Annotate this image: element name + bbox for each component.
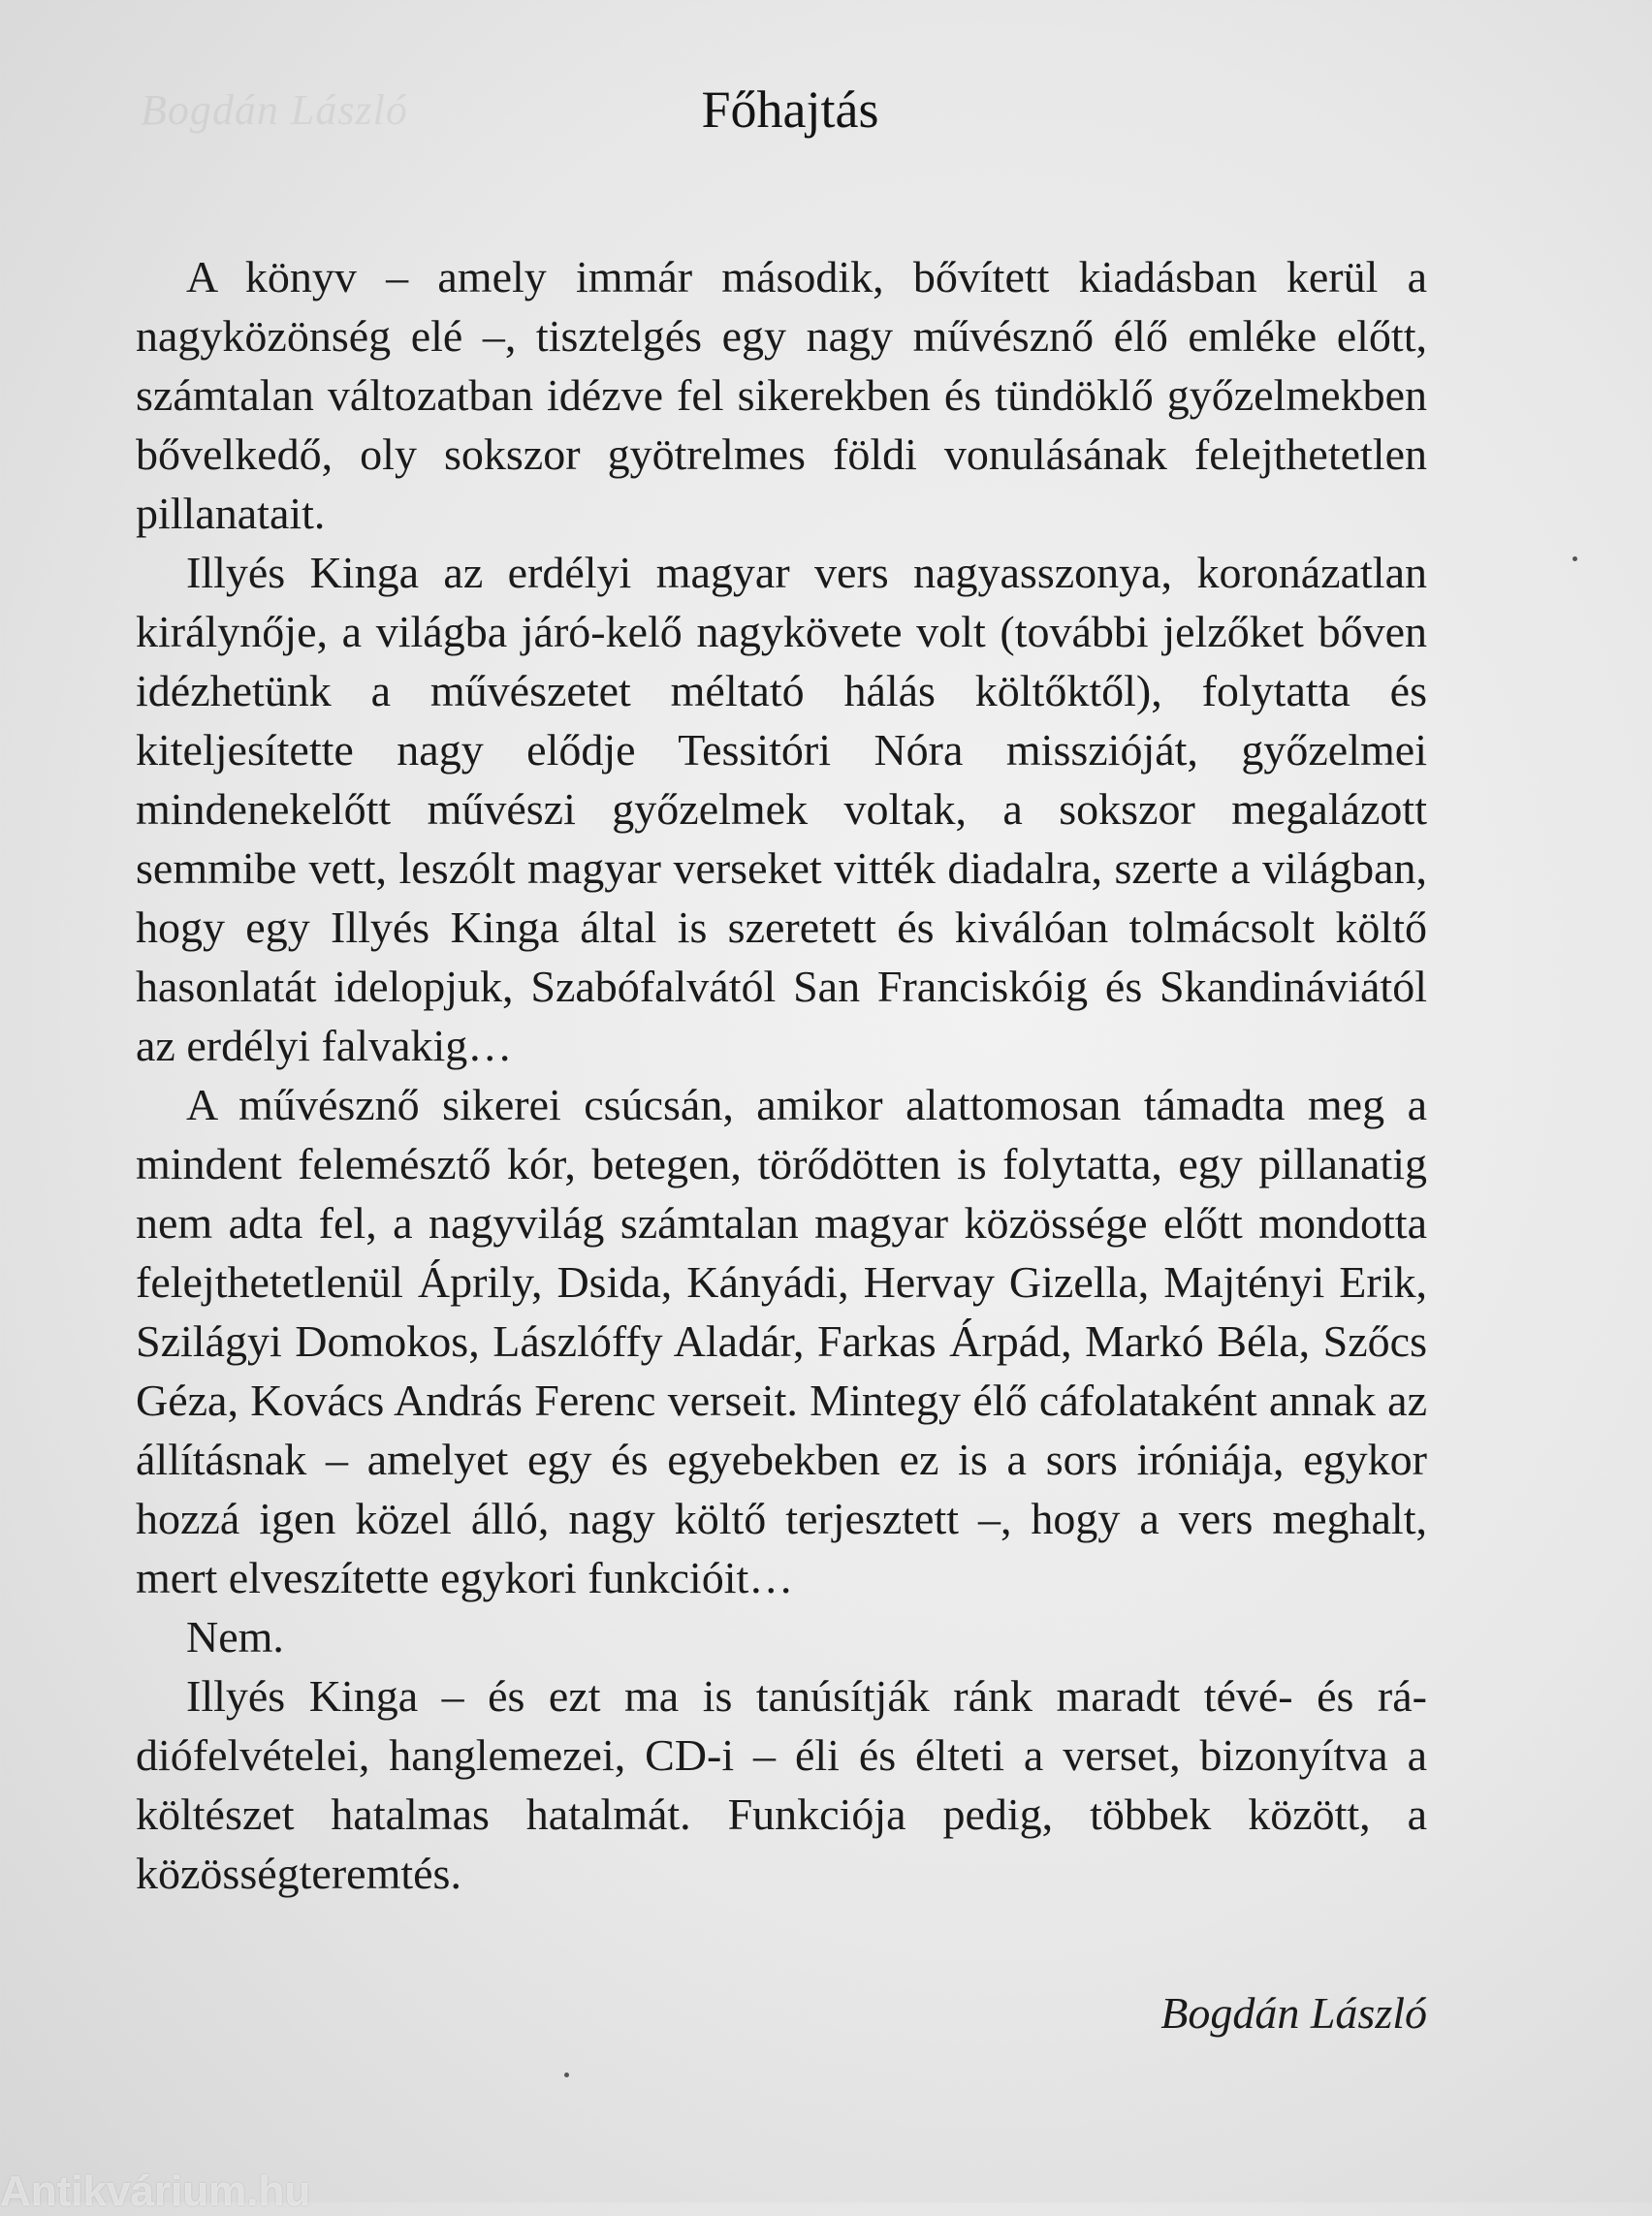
author-signature: Bogdán László: [1160, 1988, 1427, 2038]
paragraph-3: A művésznő sikerei csúcsán, amikor alattomosan támadta meg a mindent felemésztő kór, betegen, törődötten is folytatta, egy pillanatig nem adta fel, a nagyvilág számtalan magyar közössége előtt mondotta felejthetetlenül Áprily, Dsida, Kányádi, Hervay Gizella, Majtényi Erik, Szilágyi Domokos, Lászlóffy Aladár, Farkas Árpád, Markó Béla, Szőcs Géza, Kovács András Ferenc verseit. Mintegy élő cáfolataként annak az állításnak – amelyet egy és egyebekben ez is a sors iróniája, egykor hozzá igen közel álló, nagy költő terjesztett –, hogy a vers meghalt, mert elveszítette egykori funkcióit…: [136, 1080, 1427, 1602]
paragraph-2: Illyés Kinga az erdélyi magyar vers nagyasszonya, koronázatlan királynője, a világba járó-kelő nagykövete volt (további jelzőket bőven idézhetünk a művészetet méltató hálás költőktől), folytatta és kiteljesítette nagy elődje Tessitóri Nóra misszióját, győzelmei mindenekelőtt művészi győzelmek voltak, a sokszor megalázott semmibe vett, leszólt magyar verseket vitték diadalra, szerte a világban, hogy egy Illyés Kinga által is szeretett és kiválóan tolmácsolt költő hasonlatát idelopjuk, Szabófalvától San Franciskóig és Skandináviától az erdélyi falvakig…: [136, 548, 1427, 1070]
article-body: [136, 247, 1427, 1903]
bleed-through-text: Bogdán László: [141, 86, 408, 134]
paragraph-1: A könyv – amely immár második, bővített kiadásban kerül a nagyközönség elé –, tisztelgés egy nagy művésznő élő emléke előtt, számtalan változatban idézve fel sikerekben és tündöklő győzelmekben bővelkedő, oly sokszor gyötrelmes földi vonulásának felejthetetlen pillanatait.: [136, 252, 1427, 538]
print-speck: [1573, 556, 1577, 561]
page-title: Főhajtás: [701, 80, 879, 139]
paragraph-5: Illyés Kinga – és ezt ma is tanúsítják ránk maradt tévé- és rádiófelvételei, hanglemezei, CD-i – éli és élteti a verset, bizonyítva a költészet hatalmas hatalmát. Funkciója pedig, többek között, a közösségteremtés.: [136, 1671, 1427, 1898]
print-speck: [564, 2073, 569, 2077]
paragraph-4: Nem.: [186, 1612, 284, 1662]
watermark-text: Antikvárium.hu: [0, 2168, 311, 2215]
